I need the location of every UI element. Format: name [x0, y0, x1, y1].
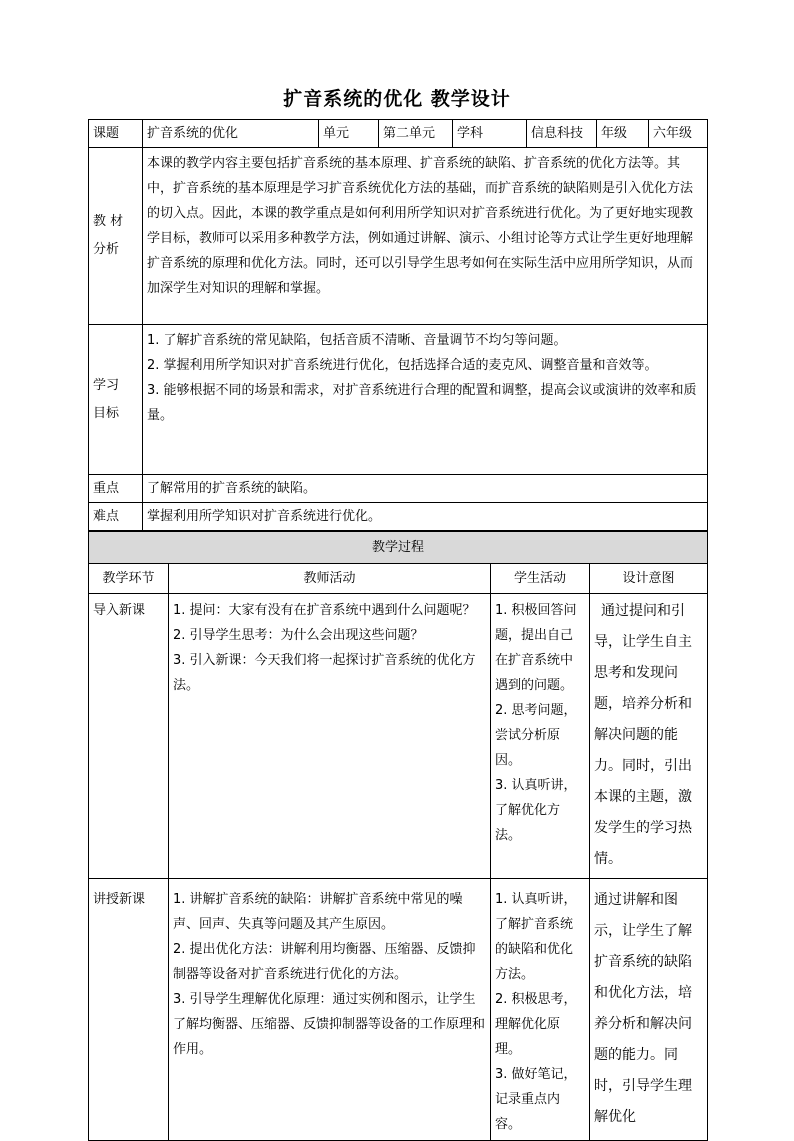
grade-value: 六年级	[649, 120, 708, 148]
teacher-step: 1. 讲解扩音系统的缺陷：讲解扩音系统中常见的噪声、回声、失真等问题及其产生原因。	[173, 892, 463, 932]
teacher-step: 2. 提出优化方法：讲解利用均衡器、压缩器、反馈抑制器等设备对扩音系统进行优化的方法。	[173, 942, 476, 982]
stage-cell: 讲授新课	[89, 879, 169, 1141]
column-header: 学生活动	[491, 564, 590, 594]
goals-label	[89, 325, 143, 475]
goals-label-line2: 目标	[93, 405, 120, 421]
column-header: 设计意图	[590, 564, 708, 594]
student-step: 1. 认真听讲，了解扩音系统的缺陷和优化方法。	[495, 892, 577, 982]
topic-label: 课题	[89, 120, 143, 148]
teacher-step: 3. 引入新课：今天我们将一起探讨扩音系统的优化方法。	[173, 653, 476, 693]
table-row	[89, 594, 708, 879]
student-activity	[491, 879, 590, 1141]
process-heading: 教学过程	[89, 532, 708, 564]
column-header: 教师活动	[169, 564, 491, 594]
teacher-step: 3. 引导学生理解优化原理：通过实例和图示，让学生了解均衡器、压缩器、反馈抑制器等设备的工作原理和作用。	[173, 992, 486, 1057]
design-intent-text: 通过提问和引导，让学生自主思考和发现问题，培养分析和解决问题的能力。同时，引出本课的主题，激发学生的学习热情。	[594, 603, 692, 867]
design-intent	[590, 879, 708, 1141]
teacher-step: 1. 提问：大家有没有在扩音系统中遇到什么问题呢？	[173, 603, 476, 618]
material-label	[89, 148, 143, 325]
learning-goals	[143, 325, 708, 475]
grade-label: 年级	[597, 120, 649, 148]
student-step: 1. 积极回答问题，提出自己在扩音系统中遇到的问题。	[495, 603, 577, 693]
key-point-label: 重点	[89, 475, 143, 503]
goal-item: 2. 掌握利用所学知识对扩音系统进行优化，包括选择合适的麦克风、调整音量和音效等。	[147, 358, 658, 373]
student-step: 3. 认真听讲，了解优化方法。	[495, 778, 577, 843]
document-title: 扩音系统的优化 教学设计	[283, 88, 511, 110]
goals-label-line1: 学习	[93, 377, 120, 393]
student-step: 2. 积极思考，理解优化原理。	[495, 992, 577, 1057]
material-label-line2: 分析	[93, 242, 120, 257]
topic-value: 扩音系统的优化	[143, 120, 319, 148]
difficulty-label: 难点	[89, 503, 143, 531]
teacher-activity	[169, 594, 491, 879]
unit-label: 单元	[319, 120, 379, 148]
subject-value: 信息科技	[527, 120, 597, 148]
student-step: 2. 思考问题，尝试分析原因。	[495, 703, 577, 768]
goal-item: 1. 了解扩音系统的常见缺陷，包括音质不清晰、音量调节不均匀等问题。	[147, 333, 567, 348]
teacher-activity	[169, 879, 491, 1141]
material-label-line1: 教 材	[93, 214, 124, 229]
teacher-step: 2. 引导学生思考：为什么会出现这些问题？	[173, 628, 424, 643]
teaching-process-table	[88, 531, 708, 1141]
lesson-info-table	[88, 119, 708, 531]
material-analysis-text: 本课的教学内容主要包括扩音系统的基本原理、扩音系统的缺陷、扩音系统的优化方法等。其中，扩音系统的基本原理是学习扩音系统优化方法的基础，而扩音系统的缺陷则是引入优化方法的切入点。因此，本课的教学重点是如何利用所学知识对扩音系统进行优化。为了更好地实现教学目标，教师可以采用多种教学方法，例如通过讲解、演示、小组讨论等方式让学生更好地理解扩音系统的原理和优化方法。同时，还可以引导学生思考如何在实际生活中应用所学知识，从而加深学生对知识的理解和掌握。	[147, 156, 694, 296]
subject-label: 学科	[453, 120, 527, 148]
goal-item: 3. 能够根据不同的场景和需求，对扩音系统进行合理的配置和调整，提高会议或演讲的效率和质量。	[147, 383, 697, 423]
material-analysis	[143, 148, 708, 325]
student-step: 3. 做好笔记，记录重点内容。	[495, 1067, 577, 1132]
difficulty-text: 掌握利用所学知识对扩音系统进行优化。	[143, 503, 708, 531]
design-intent	[590, 594, 708, 879]
unit-value: 第二单元	[379, 120, 453, 148]
stage-cell: 导入新课	[89, 594, 169, 879]
student-activity	[491, 594, 590, 879]
column-header: 教学环节	[89, 564, 169, 594]
table-row	[89, 879, 708, 1141]
key-point-text: 了解常用的扩音系统的缺陷。	[143, 475, 708, 503]
design-intent-text: 通过讲解和图示，让学生了解扩音系统的缺陷和优化方法，培养分析和解决问题的能力。同时，引导学生理解优化	[594, 892, 692, 1125]
